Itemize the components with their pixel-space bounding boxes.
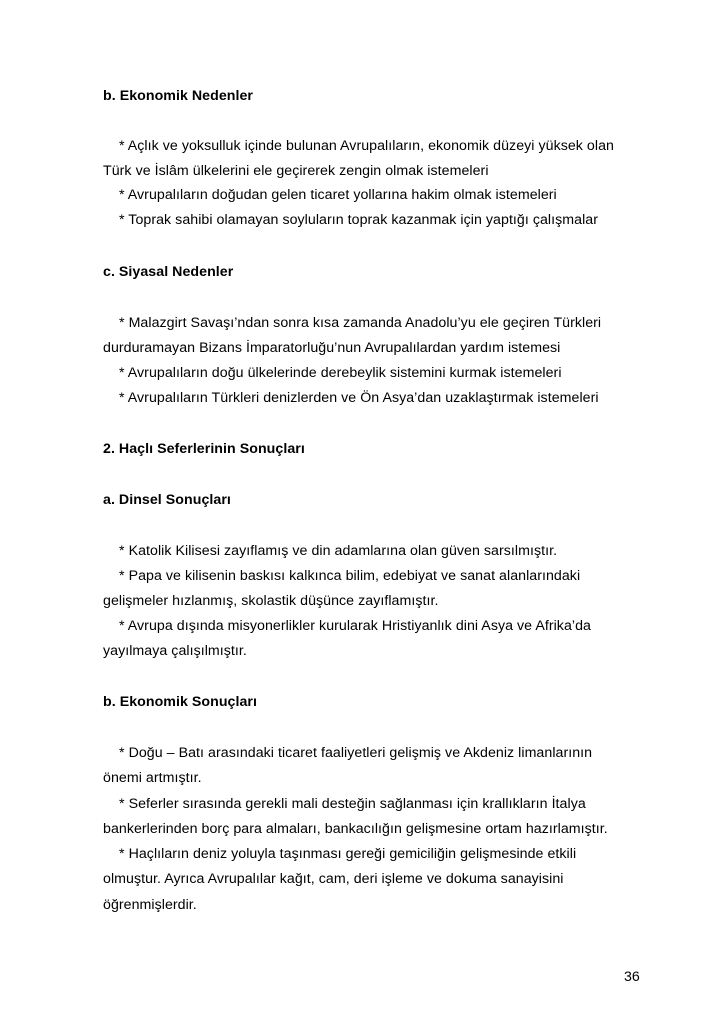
continuation-line: öğrenmişlerdir. — [103, 897, 197, 913]
continuation-line: yayılmaya çalışılmıştır. — [103, 643, 247, 659]
section-heading: c. Siyasal Nedenler — [103, 264, 234, 280]
chapter-heading: 2. Haçlı Seferlerinin Sonuçları — [103, 441, 305, 457]
continuation-line: Türk ve İslâm ülkelerini ele geçirerek zengin olmak istemeleri — [103, 163, 489, 179]
section-heading: b. Ekonomik Sonuçları — [103, 694, 257, 710]
bullet-line: * Doğu – Batı arasındaki ticaret faaliyetleri gelişmiş ve Akdeniz limanlarının — [119, 745, 593, 761]
bullet-line: * Seferler sırasında gerekli mali desteğin sağlanması için krallıkların İtalya — [119, 796, 586, 812]
bullet-line: * Haçlıların deniz yoluyla taşınması gereği gemiciliğin gelişmesinde etkili — [119, 846, 577, 862]
section-heading: b. Ekonomik Nedenler — [103, 88, 254, 104]
bullet-line: * Malazgirt Savaşı’ndan sonra kısa zamanda Anadolu’yu ele geçiren Türkleri — [119, 315, 602, 331]
bullet-line: * Avrupalıların doğudan gelen ticaret yollarına hakim olmak istemeleri — [119, 187, 557, 203]
continuation-line: durduramayan Bizans İmparatorluğu’nun Avrupalılardan yardım istemesi — [103, 340, 561, 356]
bullet-line: * Avrupalıların doğu ülkelerinde derebeylik sistemini kurmak istemeleri — [119, 365, 562, 381]
bullet-line: * Katolik Kilisesi zayıflamış ve din adamlarına olan güven sarsılmıştır. — [119, 543, 558, 559]
bullet-line: * Toprak sahibi olamayan soyluların toprak kazanmak için yaptığı çalışmalar — [119, 212, 598, 228]
continuation-line: olmuştur. Ayrıca Avrupalılar kağıt, cam, deri işleme ve dokuma sanayisini — [103, 871, 564, 887]
bullet-line: * Açlık ve yoksulluk içinde bulunan Avrupalıların, ekonomik düzeyi yüksek olan — [119, 138, 614, 154]
page-number: 36 — [624, 969, 640, 985]
bullet-line: * Papa ve kilisenin baskısı kalkınca bilim, edebiyat ve sanat alanlarındaki — [119, 568, 581, 584]
continuation-line: gelişmeler hızlanmış, skolastik düşünce zayıflamıştır. — [103, 593, 439, 609]
bullet-line: * Avrupalıların Türkleri denizlerden ve Ön Asya’dan uzaklaştırmak istemeleri — [119, 390, 599, 406]
continuation-line: bankerlerinden borç para almaları, bankacılığın gelişmesine ortam hazırlamıştır. — [103, 821, 608, 837]
continuation-line: önemi artmıştır. — [103, 770, 202, 786]
bullet-line: * Avrupa dışında misyonerlikler kurularak Hristiyanlık dini Asya ve Afrika’da — [119, 618, 591, 634]
section-heading: a. Dinsel Sonuçları — [103, 492, 231, 508]
